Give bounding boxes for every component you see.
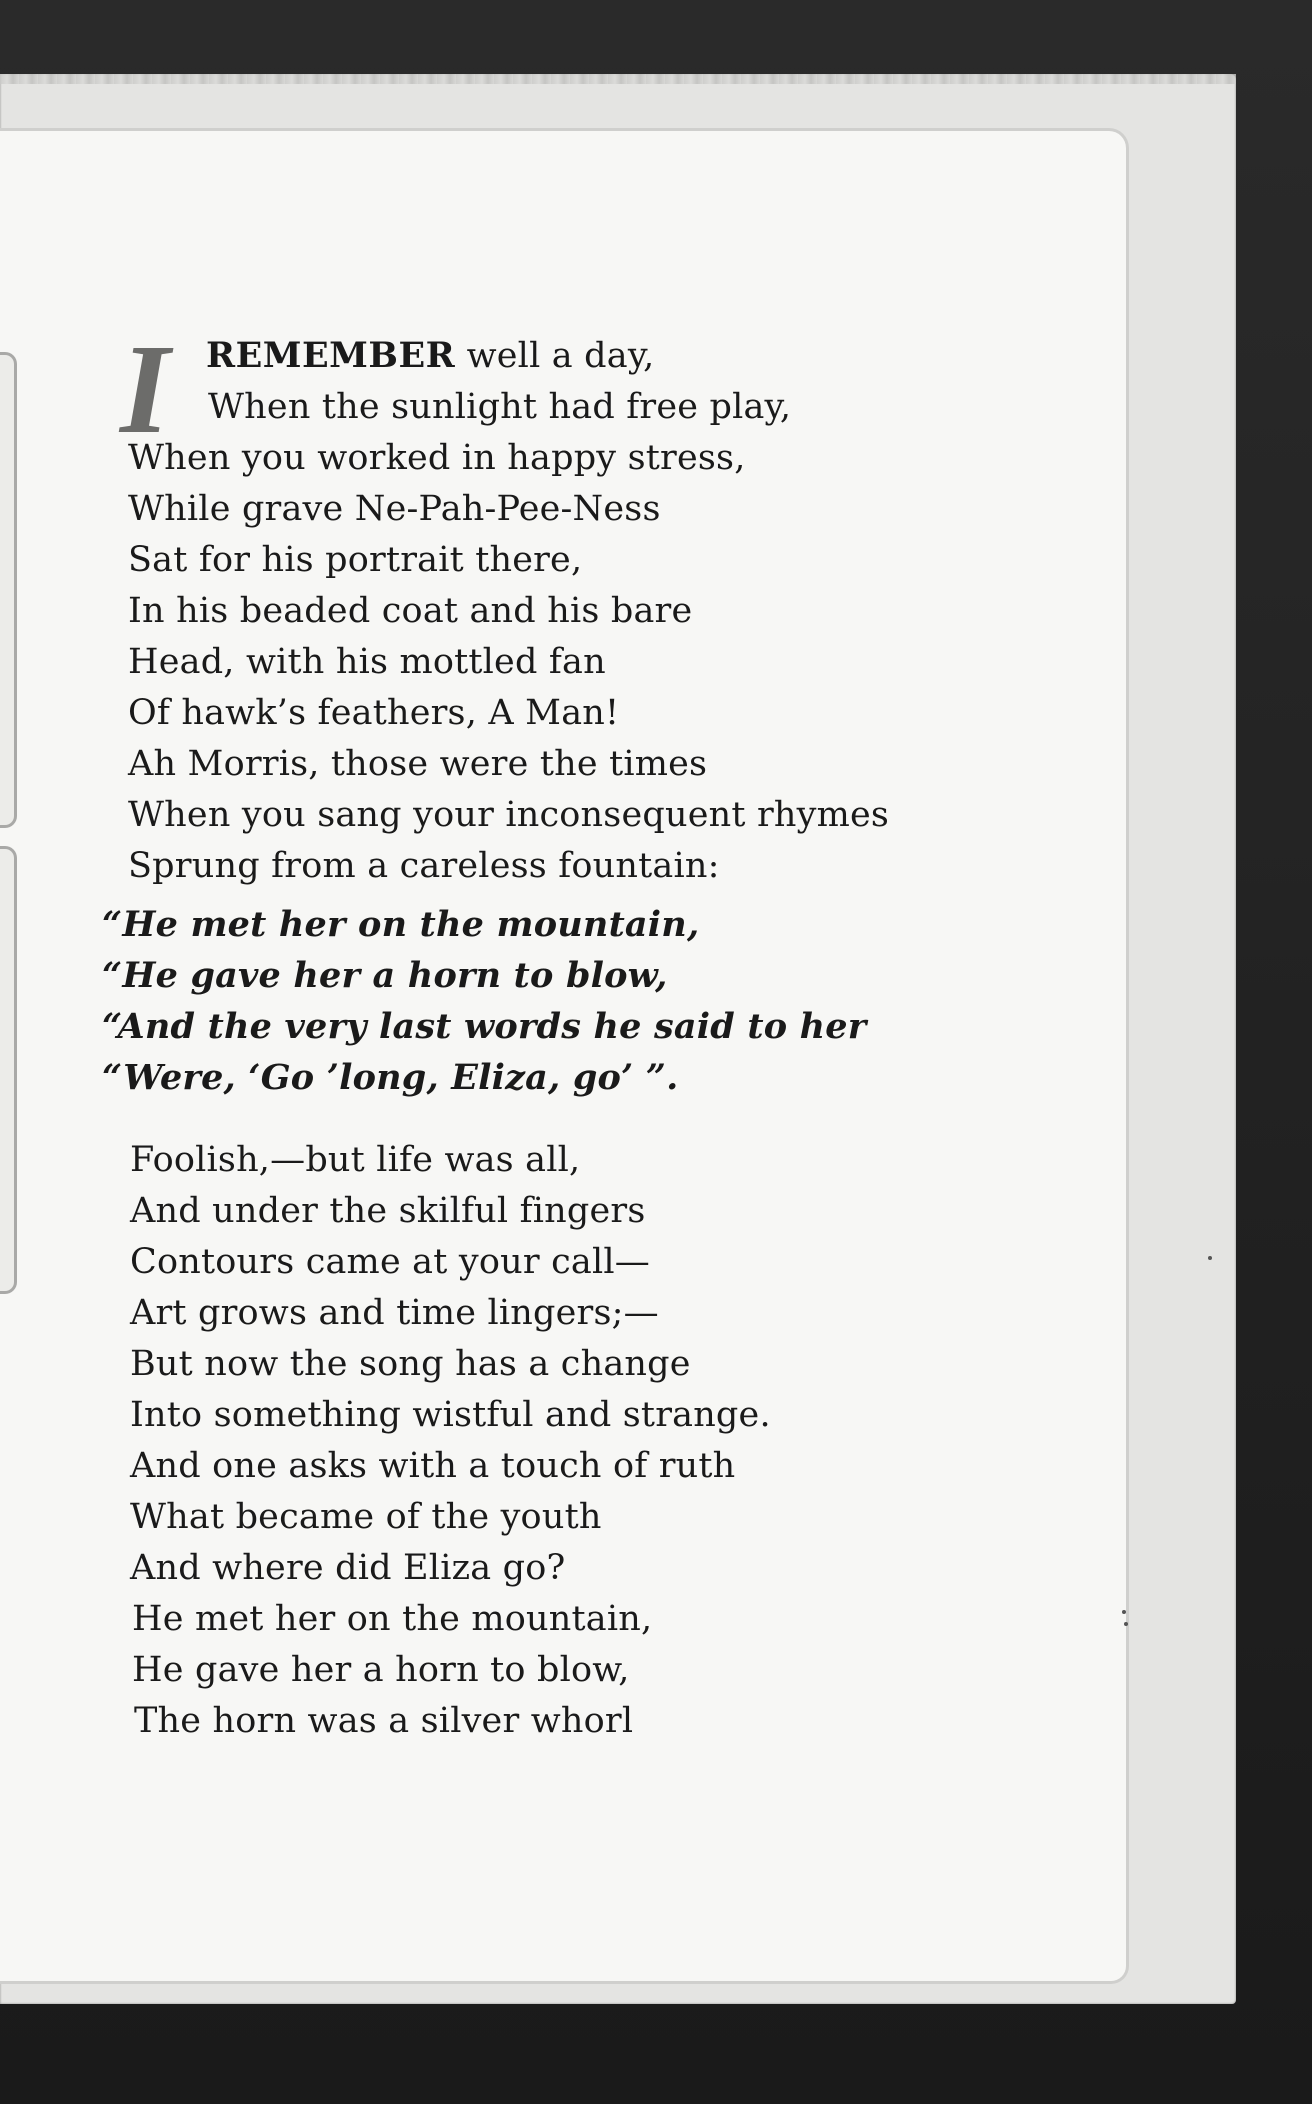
drop-cap: I: [120, 318, 170, 460]
poem-line: The horn was a silver whorl: [134, 1701, 634, 1741]
poem-line: While grave Ne-Pah-Pee-Ness: [128, 489, 661, 529]
poem-line: In his beaded coat and his bare: [128, 591, 693, 631]
facing-page-edge-upper: [0, 352, 17, 828]
poem-line: He met her on the mountain,: [132, 1599, 653, 1639]
scan-speck: [1124, 1622, 1128, 1626]
poem-line: Sat for his portrait there,: [128, 540, 583, 580]
poem-line: He gave her a horn to blow,: [132, 1650, 630, 1690]
page-edge: [0, 74, 1236, 84]
poem-line: Of hawk’s feathers, A Man!: [128, 693, 620, 733]
first-word: REMEMBER: [206, 335, 456, 376]
poem-line: Art grows and time lingers;—: [130, 1293, 659, 1333]
poem-line: When the sunlight had free play,: [208, 387, 792, 427]
quoted-line: “He gave her a horn to blow,: [102, 955, 668, 996]
poem-line: When you worked in happy stress,: [128, 438, 746, 478]
poem-line: And under the skilful fingers: [130, 1191, 646, 1231]
poem-line: Head, with his mottled fan: [128, 642, 606, 682]
poem-line: And where did Eliza go?: [130, 1548, 566, 1588]
poem-first-line: [206, 334, 655, 378]
scan-speck: [1122, 1610, 1126, 1614]
poem-line: Ah Morris, those were the times: [128, 744, 708, 784]
scan-speck: [1208, 1256, 1212, 1260]
quoted-line: “And the very last words he said to her: [102, 1006, 867, 1047]
first-line-rest: well a day,: [455, 336, 655, 376]
poem-line: And one asks with a touch of ruth: [130, 1446, 736, 1486]
poem-line: Contours came at your call—: [130, 1242, 650, 1282]
poem-line: What became of the youth: [130, 1497, 602, 1537]
quoted-line: “Were, ‘Go ’long, Eliza, go’ ”.: [102, 1057, 679, 1098]
poem-line: Foolish,—but life was all,: [130, 1140, 581, 1180]
poem-line: Into something wistful and strange.: [130, 1395, 771, 1435]
quoted-line: “He met her on the mountain,: [102, 904, 700, 945]
poem-line: When you sang your inconsequent rhymes: [128, 795, 890, 835]
poem-line: Sprung from a careless fountain:: [128, 846, 720, 886]
poem-line: But now the song has a change: [130, 1344, 691, 1384]
facing-page-edge-lower: [0, 846, 17, 1294]
